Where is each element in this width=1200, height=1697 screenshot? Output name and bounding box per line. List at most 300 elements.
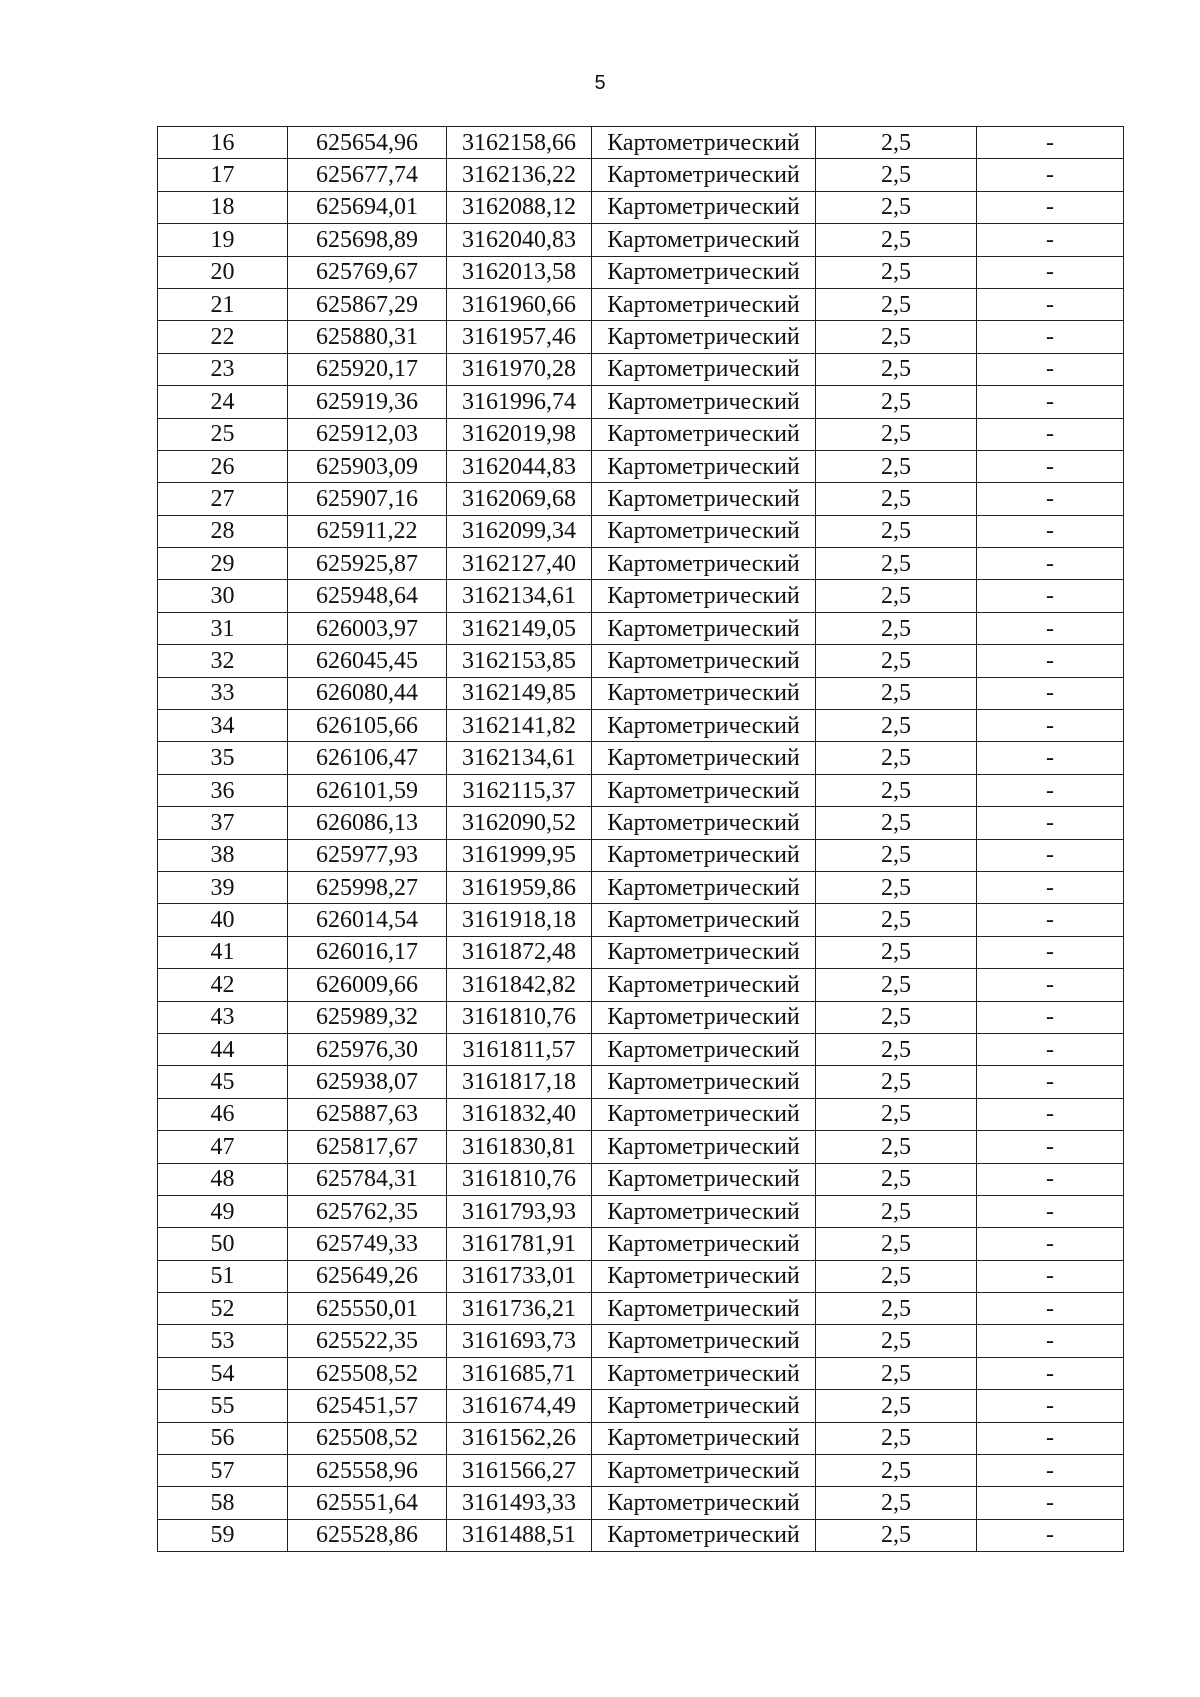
coordinate-y-cell: 3162019,98 bbox=[447, 418, 592, 450]
coordinate-x-cell: 625903,09 bbox=[288, 450, 447, 482]
note-cell: - bbox=[977, 612, 1124, 644]
coordinate-y-cell: 3161999,95 bbox=[447, 839, 592, 871]
method-cell: Картометрический bbox=[592, 742, 816, 774]
accuracy-cell: 2,5 bbox=[816, 1098, 977, 1130]
coordinate-x-cell: 626045,45 bbox=[288, 645, 447, 677]
coordinate-y-cell: 3161832,40 bbox=[447, 1098, 592, 1130]
method-cell: Картометрический bbox=[592, 645, 816, 677]
accuracy-cell: 2,5 bbox=[816, 159, 977, 191]
coordinate-y-cell: 3162090,52 bbox=[447, 807, 592, 839]
method-cell: Картометрический bbox=[592, 1422, 816, 1454]
point-number-cell: 49 bbox=[158, 1195, 288, 1227]
point-number-cell: 51 bbox=[158, 1260, 288, 1292]
accuracy-cell: 2,5 bbox=[816, 969, 977, 1001]
table-row bbox=[158, 353, 1124, 385]
table-row bbox=[158, 1163, 1124, 1195]
table-row bbox=[158, 288, 1124, 320]
accuracy-cell: 2,5 bbox=[816, 871, 977, 903]
note-cell: - bbox=[977, 1001, 1124, 1033]
table-row bbox=[158, 807, 1124, 839]
point-number-cell: 31 bbox=[158, 612, 288, 644]
coordinate-x-cell: 625938,07 bbox=[288, 1066, 447, 1098]
accuracy-cell: 2,5 bbox=[816, 807, 977, 839]
table-row bbox=[158, 1098, 1124, 1130]
method-cell: Картометрический bbox=[592, 1001, 816, 1033]
point-number-cell: 32 bbox=[158, 645, 288, 677]
method-cell: Картометрический bbox=[592, 1098, 816, 1130]
table-row bbox=[158, 224, 1124, 256]
table-row bbox=[158, 1357, 1124, 1389]
accuracy-cell: 2,5 bbox=[816, 321, 977, 353]
table-row bbox=[158, 774, 1124, 806]
table-row bbox=[158, 386, 1124, 418]
point-number-cell: 38 bbox=[158, 839, 288, 871]
coordinate-y-cell: 3162044,83 bbox=[447, 450, 592, 482]
coordinate-y-cell: 3162136,22 bbox=[447, 159, 592, 191]
method-cell: Картометрический bbox=[592, 386, 816, 418]
coordinate-x-cell: 625911,22 bbox=[288, 515, 447, 547]
point-number-cell: 40 bbox=[158, 904, 288, 936]
method-cell: Картометрический bbox=[592, 1260, 816, 1292]
note-cell: - bbox=[977, 1455, 1124, 1487]
note-cell: - bbox=[977, 1422, 1124, 1454]
note-cell: - bbox=[977, 288, 1124, 320]
table-row bbox=[158, 645, 1124, 677]
note-cell: - bbox=[977, 677, 1124, 709]
note-cell: - bbox=[977, 1131, 1124, 1163]
method-cell: Картометрический bbox=[592, 580, 816, 612]
coordinate-y-cell: 3161693,73 bbox=[447, 1325, 592, 1357]
accuracy-cell: 2,5 bbox=[816, 191, 977, 223]
table-row bbox=[158, 1390, 1124, 1422]
point-number-cell: 27 bbox=[158, 483, 288, 515]
table-row bbox=[158, 548, 1124, 580]
method-cell: Картометрический bbox=[592, 774, 816, 806]
accuracy-cell: 2,5 bbox=[816, 1357, 977, 1389]
accuracy-cell: 2,5 bbox=[816, 450, 977, 482]
table-row bbox=[158, 483, 1124, 515]
point-number-cell: 21 bbox=[158, 288, 288, 320]
accuracy-cell: 2,5 bbox=[816, 645, 977, 677]
table-row bbox=[158, 1325, 1124, 1357]
accuracy-cell: 2,5 bbox=[816, 710, 977, 742]
coordinate-y-cell: 3161781,91 bbox=[447, 1228, 592, 1260]
note-cell: - bbox=[977, 515, 1124, 547]
coordinate-x-cell: 626080,44 bbox=[288, 677, 447, 709]
accuracy-cell: 2,5 bbox=[816, 127, 977, 159]
accuracy-cell: 2,5 bbox=[816, 1001, 977, 1033]
note-cell: - bbox=[977, 224, 1124, 256]
coordinate-y-cell: 3162115,37 bbox=[447, 774, 592, 806]
point-number-cell: 16 bbox=[158, 127, 288, 159]
note-cell: - bbox=[977, 256, 1124, 288]
accuracy-cell: 2,5 bbox=[816, 936, 977, 968]
method-cell: Картометрический bbox=[592, 677, 816, 709]
coordinate-x-cell: 625920,17 bbox=[288, 353, 447, 385]
coordinate-x-cell: 625649,26 bbox=[288, 1260, 447, 1292]
point-number-cell: 34 bbox=[158, 710, 288, 742]
coordinate-y-cell: 3161685,71 bbox=[447, 1357, 592, 1389]
note-cell: - bbox=[977, 1519, 1124, 1551]
coordinate-x-cell: 625976,30 bbox=[288, 1033, 447, 1065]
accuracy-cell: 2,5 bbox=[816, 288, 977, 320]
point-number-cell: 47 bbox=[158, 1131, 288, 1163]
method-cell: Картометрический bbox=[592, 224, 816, 256]
point-number-cell: 39 bbox=[158, 871, 288, 903]
coordinate-x-cell: 626003,97 bbox=[288, 612, 447, 644]
method-cell: Картометрический bbox=[592, 710, 816, 742]
coordinate-x-cell: 625977,93 bbox=[288, 839, 447, 871]
accuracy-cell: 2,5 bbox=[816, 1390, 977, 1422]
table-row bbox=[158, 742, 1124, 774]
coordinate-x-cell: 625784,31 bbox=[288, 1163, 447, 1195]
coordinate-x-cell: 626105,66 bbox=[288, 710, 447, 742]
accuracy-cell: 2,5 bbox=[816, 1487, 977, 1519]
note-cell: - bbox=[977, 1293, 1124, 1325]
note-cell: - bbox=[977, 1260, 1124, 1292]
coordinate-y-cell: 3161811,57 bbox=[447, 1033, 592, 1065]
note-cell: - bbox=[977, 1325, 1124, 1357]
point-number-cell: 25 bbox=[158, 418, 288, 450]
coordinate-x-cell: 626101,59 bbox=[288, 774, 447, 806]
table-row bbox=[158, 159, 1124, 191]
coordinate-y-cell: 3162040,83 bbox=[447, 224, 592, 256]
point-number-cell: 22 bbox=[158, 321, 288, 353]
method-cell: Картометрический bbox=[592, 1228, 816, 1260]
coordinate-y-cell: 3161793,93 bbox=[447, 1195, 592, 1227]
note-cell: - bbox=[977, 321, 1124, 353]
coordinate-x-cell: 626014,54 bbox=[288, 904, 447, 936]
coordinate-y-cell: 3162099,34 bbox=[447, 515, 592, 547]
method-cell: Картометрический bbox=[592, 288, 816, 320]
coordinate-x-cell: 625998,27 bbox=[288, 871, 447, 903]
point-number-cell: 26 bbox=[158, 450, 288, 482]
coordinate-y-cell: 3162134,61 bbox=[447, 742, 592, 774]
coordinate-x-cell: 625551,64 bbox=[288, 1487, 447, 1519]
method-cell: Картометрический bbox=[592, 256, 816, 288]
point-number-cell: 28 bbox=[158, 515, 288, 547]
accuracy-cell: 2,5 bbox=[816, 742, 977, 774]
note-cell: - bbox=[977, 548, 1124, 580]
table-row bbox=[158, 1131, 1124, 1163]
accuracy-cell: 2,5 bbox=[816, 1131, 977, 1163]
table-row bbox=[158, 127, 1124, 159]
table-row bbox=[158, 936, 1124, 968]
method-cell: Картометрический bbox=[592, 191, 816, 223]
accuracy-cell: 2,5 bbox=[816, 483, 977, 515]
method-cell: Картометрический bbox=[592, 1455, 816, 1487]
table-row bbox=[158, 418, 1124, 450]
point-number-cell: 37 bbox=[158, 807, 288, 839]
accuracy-cell: 2,5 bbox=[816, 1422, 977, 1454]
note-cell: - bbox=[977, 1357, 1124, 1389]
table-row bbox=[158, 515, 1124, 547]
coordinate-x-cell: 626009,66 bbox=[288, 969, 447, 1001]
coordinate-y-cell: 3161872,48 bbox=[447, 936, 592, 968]
accuracy-cell: 2,5 bbox=[816, 1455, 977, 1487]
point-number-cell: 52 bbox=[158, 1293, 288, 1325]
coordinate-y-cell: 3161566,27 bbox=[447, 1455, 592, 1487]
table-row bbox=[158, 1455, 1124, 1487]
note-cell: - bbox=[977, 191, 1124, 223]
coordinate-x-cell: 625912,03 bbox=[288, 418, 447, 450]
point-number-cell: 23 bbox=[158, 353, 288, 385]
point-number-cell: 59 bbox=[158, 1519, 288, 1551]
coordinates-table-body bbox=[158, 127, 1124, 1552]
method-cell: Картометрический bbox=[592, 612, 816, 644]
method-cell: Картометрический bbox=[592, 1131, 816, 1163]
method-cell: Картометрический bbox=[592, 1325, 816, 1357]
point-number-cell: 53 bbox=[158, 1325, 288, 1357]
note-cell: - bbox=[977, 645, 1124, 677]
point-number-cell: 24 bbox=[158, 386, 288, 418]
method-cell: Картометрический bbox=[592, 936, 816, 968]
accuracy-cell: 2,5 bbox=[816, 256, 977, 288]
table-row bbox=[158, 969, 1124, 1001]
note-cell: - bbox=[977, 807, 1124, 839]
note-cell: - bbox=[977, 483, 1124, 515]
coordinate-x-cell: 625694,01 bbox=[288, 191, 447, 223]
accuracy-cell: 2,5 bbox=[816, 1066, 977, 1098]
accuracy-cell: 2,5 bbox=[816, 548, 977, 580]
note-cell: - bbox=[977, 839, 1124, 871]
method-cell: Картометрический bbox=[592, 1066, 816, 1098]
coordinate-y-cell: 3162158,66 bbox=[447, 127, 592, 159]
note-cell: - bbox=[977, 742, 1124, 774]
accuracy-cell: 2,5 bbox=[816, 1033, 977, 1065]
table-row bbox=[158, 1293, 1124, 1325]
coordinate-x-cell: 626016,17 bbox=[288, 936, 447, 968]
method-cell: Картометрический bbox=[592, 871, 816, 903]
coordinate-x-cell: 625948,64 bbox=[288, 580, 447, 612]
coordinate-y-cell: 3161810,76 bbox=[447, 1001, 592, 1033]
coordinate-y-cell: 3162149,05 bbox=[447, 612, 592, 644]
table-row bbox=[158, 1260, 1124, 1292]
accuracy-cell: 2,5 bbox=[816, 580, 977, 612]
table-row bbox=[158, 1519, 1124, 1551]
coordinates-table bbox=[157, 126, 1124, 1552]
coordinate-y-cell: 3162013,58 bbox=[447, 256, 592, 288]
table-row bbox=[158, 321, 1124, 353]
page-number: 5 bbox=[594, 72, 606, 94]
point-number-cell: 17 bbox=[158, 159, 288, 191]
table-row bbox=[158, 871, 1124, 903]
method-cell: Картометрический bbox=[592, 1195, 816, 1227]
table-row bbox=[158, 904, 1124, 936]
note-cell: - bbox=[977, 904, 1124, 936]
coordinate-y-cell: 3161830,81 bbox=[447, 1131, 592, 1163]
table-row bbox=[158, 450, 1124, 482]
coordinate-y-cell: 3162088,12 bbox=[447, 191, 592, 223]
table-row bbox=[158, 1422, 1124, 1454]
table-row bbox=[158, 1033, 1124, 1065]
accuracy-cell: 2,5 bbox=[816, 386, 977, 418]
point-number-cell: 45 bbox=[158, 1066, 288, 1098]
coordinate-y-cell: 3161674,49 bbox=[447, 1390, 592, 1422]
method-cell: Картометрический bbox=[592, 159, 816, 191]
coordinate-x-cell: 625550,01 bbox=[288, 1293, 447, 1325]
note-cell: - bbox=[977, 936, 1124, 968]
coordinate-x-cell: 626086,13 bbox=[288, 807, 447, 839]
coordinate-y-cell: 3161493,33 bbox=[447, 1487, 592, 1519]
note-cell: - bbox=[977, 1033, 1124, 1065]
coordinate-x-cell: 625677,74 bbox=[288, 159, 447, 191]
method-cell: Картометрический bbox=[592, 321, 816, 353]
point-number-cell: 48 bbox=[158, 1163, 288, 1195]
note-cell: - bbox=[977, 127, 1124, 159]
accuracy-cell: 2,5 bbox=[816, 353, 977, 385]
coordinate-x-cell: 626106,47 bbox=[288, 742, 447, 774]
accuracy-cell: 2,5 bbox=[816, 1293, 977, 1325]
coordinate-y-cell: 3162149,85 bbox=[447, 677, 592, 709]
coordinate-y-cell: 3161810,76 bbox=[447, 1163, 592, 1195]
coordinate-x-cell: 625762,35 bbox=[288, 1195, 447, 1227]
accuracy-cell: 2,5 bbox=[816, 677, 977, 709]
note-cell: - bbox=[977, 386, 1124, 418]
coordinate-y-cell: 3162141,82 bbox=[447, 710, 592, 742]
coordinate-y-cell: 3161959,86 bbox=[447, 871, 592, 903]
table-row bbox=[158, 256, 1124, 288]
point-number-cell: 43 bbox=[158, 1001, 288, 1033]
method-cell: Картометрический bbox=[592, 839, 816, 871]
coordinate-y-cell: 3161736,21 bbox=[447, 1293, 592, 1325]
note-cell: - bbox=[977, 1195, 1124, 1227]
note-cell: - bbox=[977, 710, 1124, 742]
method-cell: Картометрический bbox=[592, 515, 816, 547]
method-cell: Картометрический bbox=[592, 353, 816, 385]
note-cell: - bbox=[977, 1390, 1124, 1422]
coordinate-y-cell: 3161842,82 bbox=[447, 969, 592, 1001]
point-number-cell: 30 bbox=[158, 580, 288, 612]
method-cell: Картометрический bbox=[592, 1163, 816, 1195]
accuracy-cell: 2,5 bbox=[816, 224, 977, 256]
coordinate-y-cell: 3161817,18 bbox=[447, 1066, 592, 1098]
note-cell: - bbox=[977, 1066, 1124, 1098]
table-row bbox=[158, 1487, 1124, 1519]
note-cell: - bbox=[977, 159, 1124, 191]
note-cell: - bbox=[977, 580, 1124, 612]
accuracy-cell: 2,5 bbox=[816, 1195, 977, 1227]
coordinate-x-cell: 625887,63 bbox=[288, 1098, 447, 1130]
note-cell: - bbox=[977, 1163, 1124, 1195]
note-cell: - bbox=[977, 1098, 1124, 1130]
method-cell: Картометрический bbox=[592, 807, 816, 839]
coordinate-x-cell: 625989,32 bbox=[288, 1001, 447, 1033]
accuracy-cell: 2,5 bbox=[816, 1163, 977, 1195]
accuracy-cell: 2,5 bbox=[816, 774, 977, 806]
method-cell: Картометрический bbox=[592, 904, 816, 936]
point-number-cell: 55 bbox=[158, 1390, 288, 1422]
coordinate-x-cell: 625867,29 bbox=[288, 288, 447, 320]
coordinate-y-cell: 3162153,85 bbox=[447, 645, 592, 677]
coordinate-x-cell: 625508,52 bbox=[288, 1357, 447, 1389]
coordinate-x-cell: 625654,96 bbox=[288, 127, 447, 159]
point-number-cell: 54 bbox=[158, 1357, 288, 1389]
coordinate-y-cell: 3162069,68 bbox=[447, 483, 592, 515]
accuracy-cell: 2,5 bbox=[816, 1519, 977, 1551]
note-cell: - bbox=[977, 969, 1124, 1001]
note-cell: - bbox=[977, 871, 1124, 903]
coordinate-x-cell: 625698,89 bbox=[288, 224, 447, 256]
method-cell: Картометрический bbox=[592, 1293, 816, 1325]
point-number-cell: 36 bbox=[158, 774, 288, 806]
point-number-cell: 33 bbox=[158, 677, 288, 709]
point-number-cell: 44 bbox=[158, 1033, 288, 1065]
method-cell: Картометрический bbox=[592, 127, 816, 159]
table-row bbox=[158, 1001, 1124, 1033]
method-cell: Картометрический bbox=[592, 418, 816, 450]
coordinate-x-cell: 625925,87 bbox=[288, 548, 447, 580]
coordinate-x-cell: 625451,57 bbox=[288, 1390, 447, 1422]
point-number-cell: 18 bbox=[158, 191, 288, 223]
accuracy-cell: 2,5 bbox=[816, 612, 977, 644]
note-cell: - bbox=[977, 774, 1124, 806]
table-row bbox=[158, 612, 1124, 644]
table-row bbox=[158, 710, 1124, 742]
point-number-cell: 57 bbox=[158, 1455, 288, 1487]
point-number-cell: 41 bbox=[158, 936, 288, 968]
method-cell: Картометрический bbox=[592, 483, 816, 515]
coordinate-x-cell: 625769,67 bbox=[288, 256, 447, 288]
accuracy-cell: 2,5 bbox=[816, 1228, 977, 1260]
coordinate-y-cell: 3162134,61 bbox=[447, 580, 592, 612]
point-number-cell: 56 bbox=[158, 1422, 288, 1454]
method-cell: Картометрический bbox=[592, 548, 816, 580]
method-cell: Картометрический bbox=[592, 1487, 816, 1519]
note-cell: - bbox=[977, 450, 1124, 482]
note-cell: - bbox=[977, 418, 1124, 450]
accuracy-cell: 2,5 bbox=[816, 515, 977, 547]
point-number-cell: 42 bbox=[158, 969, 288, 1001]
coordinate-x-cell: 625817,67 bbox=[288, 1131, 447, 1163]
coordinate-y-cell: 3162127,40 bbox=[447, 548, 592, 580]
coordinate-x-cell: 625558,96 bbox=[288, 1455, 447, 1487]
coordinate-x-cell: 625907,16 bbox=[288, 483, 447, 515]
coordinate-x-cell: 625528,86 bbox=[288, 1519, 447, 1551]
method-cell: Картометрический bbox=[592, 1390, 816, 1422]
coordinate-x-cell: 625880,31 bbox=[288, 321, 447, 353]
point-number-cell: 29 bbox=[158, 548, 288, 580]
point-number-cell: 20 bbox=[158, 256, 288, 288]
coordinate-x-cell: 625522,35 bbox=[288, 1325, 447, 1357]
coordinate-y-cell: 3161957,46 bbox=[447, 321, 592, 353]
method-cell: Картометрический bbox=[592, 969, 816, 1001]
point-number-cell: 58 bbox=[158, 1487, 288, 1519]
table-row bbox=[158, 580, 1124, 612]
accuracy-cell: 2,5 bbox=[816, 1325, 977, 1357]
coordinate-y-cell: 3161960,66 bbox=[447, 288, 592, 320]
method-cell: Картометрический bbox=[592, 1519, 816, 1551]
note-cell: - bbox=[977, 1487, 1124, 1519]
point-number-cell: 35 bbox=[158, 742, 288, 774]
method-cell: Картометрический bbox=[592, 450, 816, 482]
point-number-cell: 50 bbox=[158, 1228, 288, 1260]
coordinate-y-cell: 3161488,51 bbox=[447, 1519, 592, 1551]
accuracy-cell: 2,5 bbox=[816, 418, 977, 450]
coordinate-x-cell: 625919,36 bbox=[288, 386, 447, 418]
coordinate-y-cell: 3161970,28 bbox=[447, 353, 592, 385]
table-row bbox=[158, 839, 1124, 871]
method-cell: Картометрический bbox=[592, 1357, 816, 1389]
coordinate-x-cell: 625508,52 bbox=[288, 1422, 447, 1454]
coordinate-y-cell: 3161996,74 bbox=[447, 386, 592, 418]
accuracy-cell: 2,5 bbox=[816, 1260, 977, 1292]
coordinate-x-cell: 625749,33 bbox=[288, 1228, 447, 1260]
accuracy-cell: 2,5 bbox=[816, 839, 977, 871]
note-cell: - bbox=[977, 353, 1124, 385]
coordinate-y-cell: 3161733,01 bbox=[447, 1260, 592, 1292]
coordinate-y-cell: 3161918,18 bbox=[447, 904, 592, 936]
